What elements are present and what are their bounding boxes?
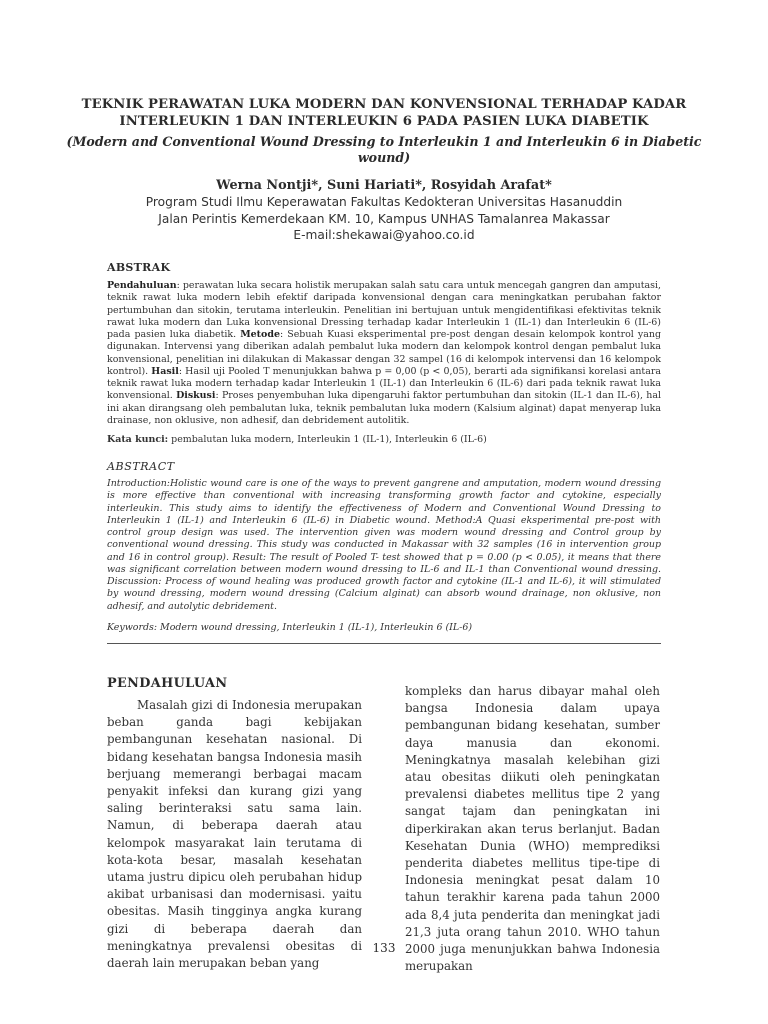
diskusi-text: : Proses penyembuhan luka dipengaruhi faktor pertumbuhan dan sitokin (IL-1 dan IL-6), hal ini akan dirangsang oleh pembalutan luka, teknik pembalutan luka modern (Kalsium alginat) dapat menyerap luka drainase, non oklusive, non adhesif, dan debridement autolitik. [107, 390, 661, 426]
affiliation-email: E-mail:shekawai@yahoo.co.id [293, 228, 475, 242]
abstract-body: Introduction:Holistic wound care is one of the ways to prevent gangrene and amputation, modern wound dressing is more effective than conventional with increasing transforming growth factor and cytokine, especially interleukin. This study aims to identify the effectiveness of Modern and Conventional Wound Dressing to Interleukin 1 (IL-1) and Interleukin 6 (IL-6) in Diabetic wound. Method:A Quasi eksperimental pre-post with control group design was used. The intervention given was modern wound dressing and Control group by conventional wound dressing. This study was conducted in Makassar with 32 samples (16 in intervention group and 16 in control group). Result: The result of Pooled T- test showed that p = 0.00 (p < 0.05), it means that there was significant correlation between modern wound dressing to IL-6 and IL-1 than Conventional wound dressing. Discussion: Process of wound healing was produced growth factor and cytokine (IL-1 and IL-6), it will stimulated by wound dressing, modern wound dressing (Calcium alginat) can absorb wound drainage, non oklusive, non adhesif, and autolytic debridement. [107, 478, 661, 612]
pendahuluan-label: Pendahuluan [107, 280, 177, 291]
authors: Werna Nontji*, Suni Hariati*, Rosyidah Arafat* [216, 178, 552, 193]
metode-label: Metode [240, 329, 280, 340]
title-line-1: TEKNIK PERAWATAN LUKA MODERN DAN KONVENSIONAL TERHADAP KADAR [81, 97, 687, 112]
paper-subtitle: (Modern and Conventional Wound Dressing to Interleukin 1 and Interleukin 6 in Diabetic wound) [66, 134, 702, 165]
pendahuluan-text: : perawatan luka secara holistik merupakan salah satu cara untuk mencegah gangren dan amputasi, teknik rawat luka modern lebih efektif daripada konvensional dengan cara meningkatkan perubahan faktor pertumbuhan dan sitokin, terutama interleukin. Penelitian ini bertujuan untuk mengidentifikasi efektivitas teknik rawat luka modern dan Luka konvensional Dressing terhadap kadar Interleukin 1 (IL-1) dan Interleukin 6 (IL-6) pada pasien luka diabetik. [107, 280, 661, 340]
section-divider [107, 643, 661, 644]
page-number: 133 [372, 941, 396, 955]
affiliation-address: Jalan Perintis Kemerdekaan KM. 10, Kampus UNHAS Tamalanrea Makassar [158, 211, 610, 226]
hasil-label: Hasil [151, 365, 179, 377]
kata-kunci [107, 434, 661, 446]
hasil-text: : Hasil uji Pooled T menunjukkan bahwa p = 0,00 (p < 0,05), berarti ada signifikansi korelasi antara teknik rawat luka modern terhadap kadar Interleukin 1 (IL-1) dan Interleukin 6 (IL-6) dari pada teknik rawat luka konvensional. [107, 365, 661, 402]
kata-kunci-label: Kata kunci: [107, 434, 169, 445]
paper-title [60, 96, 708, 130]
affiliation [60, 194, 708, 244]
pendahuluan-heading: PENDAHULUAN [107, 676, 228, 691]
affiliation-program: Program Studi Ilmu Keperawatan Fakultas Kedokteran Universitas Hasanuddin [145, 195, 623, 209]
keywords: Keywords: Modern wound dressing, Interleukin 1 (IL-1), Interleukin 6 (IL-6) [107, 622, 473, 633]
title-line-2: INTERLEUKIN 1 DAN INTERLEUKIN 6 PADA PASIEN LUKA DIABETIK [119, 114, 649, 129]
diskusi-label: Diskusi [176, 390, 216, 402]
abstract-heading: ABSTRACT [107, 460, 175, 473]
body-right-column: kompleks dan harus dibayar mahal oleh bangsa Indonesia dalam upaya pembangunan bidang kesehatan, sumber daya manusia dan ekonomi. Meningkatnya masalah kelebihan gizi atau obesitas diikuti oleh peningkatan prevalensi diabetes mellitus tipe 2 yang sangat tajam dan peningkatan ini diperkirakan akan terus berlanjut. Badan Kesehatan Dunia (WHO) memprediksi penderita diabetes mellitus tipe-tipe di Indonesia meningkat pesat dalam 10 tahun terakhir karena pada tahun 2000 ada 8,4 juta penderita dan meningkat jadi 21,3 juta orang tahun 2010. WHO tahun 2000 juga menunjukkan bahwa Indonesia merupakan [405, 684, 660, 974]
kata-kunci-text: pembalutan luka modern, Interleukin 1 (IL-1), Interleukin 6 (IL-6) [168, 434, 487, 445]
abstrak-heading: ABSTRAK [107, 261, 171, 274]
abstrak-body [107, 280, 661, 427]
body-left-column: Masalah gizi di Indonesia merupakan beban ganda bagi kebijakan pembangunan kesehatan nasional. Di bidang kesehatan bangsa Indonesia masih berjuang memerangi berbagai macam penyakit infeksi dan kurang gizi yang saling berinteraksi satu sama lain. Namun, di beberapa daerah atau kelompok masyarakat lain terutama di kota-kota besar, masalah kesehatan utama justru dipicu oleh perubahan hidup akibat urbanisasi dan modernisasi. yaitu obesitas. Masih tingginya angka kurang gizi di beberapa daerah dan meningkatnya prevalensi obesitas di daerah lain merupakan beban yang [107, 698, 362, 971]
metode-text: : Sebuah Kuasi eksperimental pre-post dengan desain kelompok kontrol yang digunakan. Intervensi yang diberikan adalah pembalut luka modern dan kelompok kontrol dengan pembalut luka konvensional, penelitian ini dilakukan di Makassar dengan 32 sampel (16 di kelompok intervensi dan 16 kelompok kontrol). [107, 329, 661, 377]
